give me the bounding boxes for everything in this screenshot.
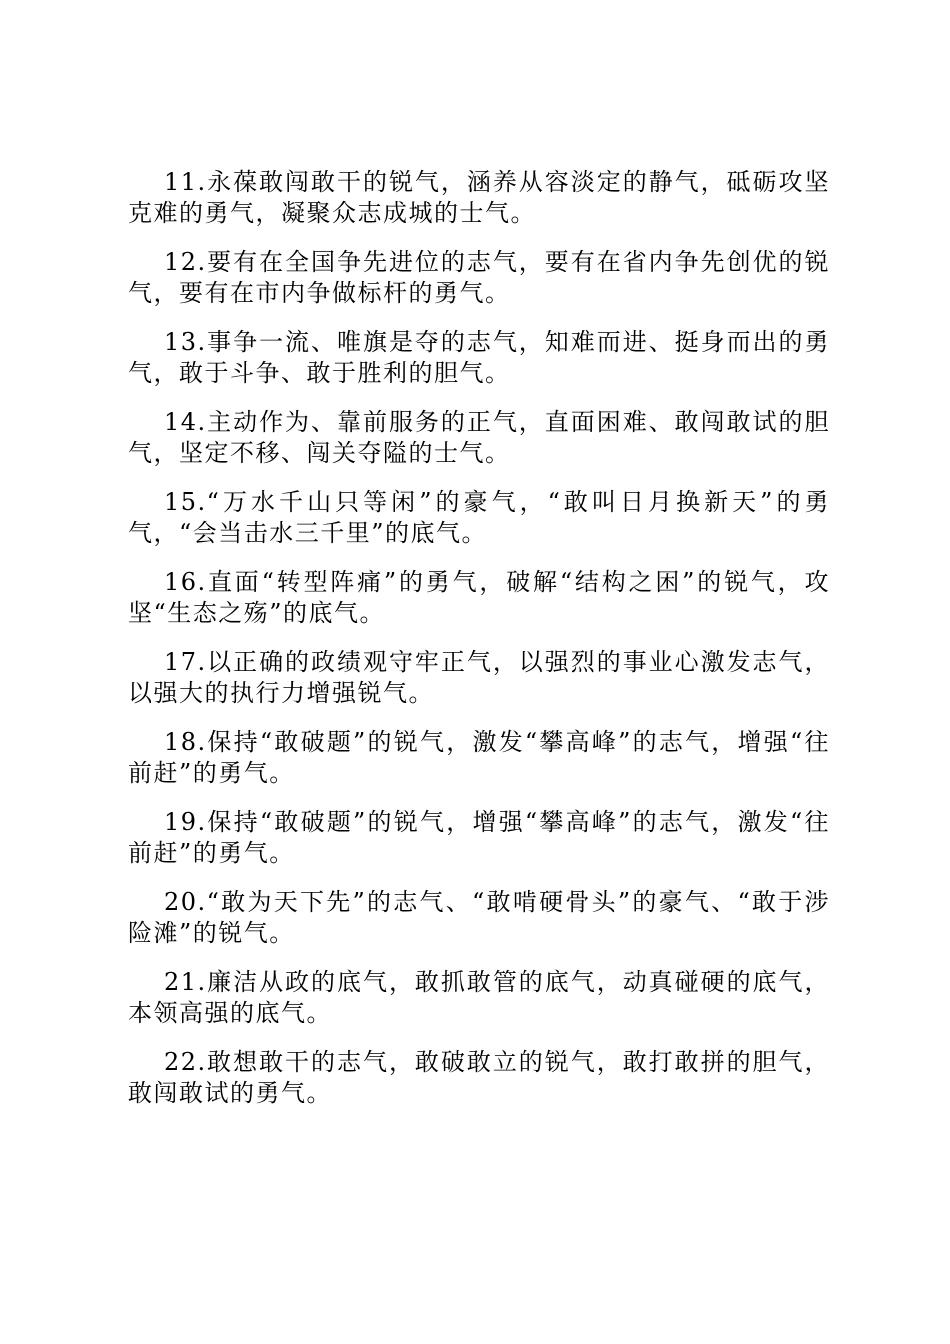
paragraph-20: 20.“敢为天下先”的志气、“敢啃硬骨头”的豪气、“敢于涉险滩”的锐气。 (128, 888, 830, 947)
paragraph-15: 15.“万水千山只等闲”的豪气，“敢叫日月换新天”的勇气，“会当击水三千里”的底气。 (128, 488, 830, 547)
paragraph-22: 22.敢想敢干的志气，敢破敢立的锐气，敢打敢拼的胆气，敢闯敢试的勇气。 (128, 1048, 830, 1107)
document-body (128, 167, 830, 1127)
paragraph-14: 14.主动作为、靠前服务的正气，直面困难、敢闯敢试的胆气，坚定不移、闯关夺隘的士气。 (128, 408, 830, 467)
paragraph-13: 13.事争一流、唯旗是夺的志气，知难而进、挺身而出的勇气，敢于斗争、敢于胜利的胆气。 (128, 328, 830, 387)
paragraph-16: 16.直面“转型阵痛”的勇气，破解“结构之困”的锐气，攻坚“生态之殇”的底气。 (128, 568, 830, 627)
paragraph-11: 11.永葆敢闯敢干的锐气，涵养从容淡定的静气，砥砺攻坚克难的勇气，凝聚众志成城的士气。 (128, 168, 830, 227)
paragraph-18: 18.保持“敢破题”的锐气，激发“攀高峰”的志气，增强“往前赶”的勇气。 (128, 728, 830, 787)
paragraph-17: 17.以正确的政绩观守牢正气，以强烈的事业心激发志气，以强大的执行力增强锐气。 (128, 648, 830, 707)
paragraph-21: 21.廉洁从政的底气，敢抓敢管的底气，动真碰硬的底气，本领高强的底气。 (128, 968, 830, 1027)
paragraph-12: 12.要有在全国争先进位的志气，要有在省内争先创优的锐气，要有在市内争做标杆的勇气。 (128, 248, 830, 307)
paragraph-19: 19.保持“敢破题”的锐气，增强“攀高峰”的志气，激发“往前赶”的勇气。 (128, 808, 830, 867)
